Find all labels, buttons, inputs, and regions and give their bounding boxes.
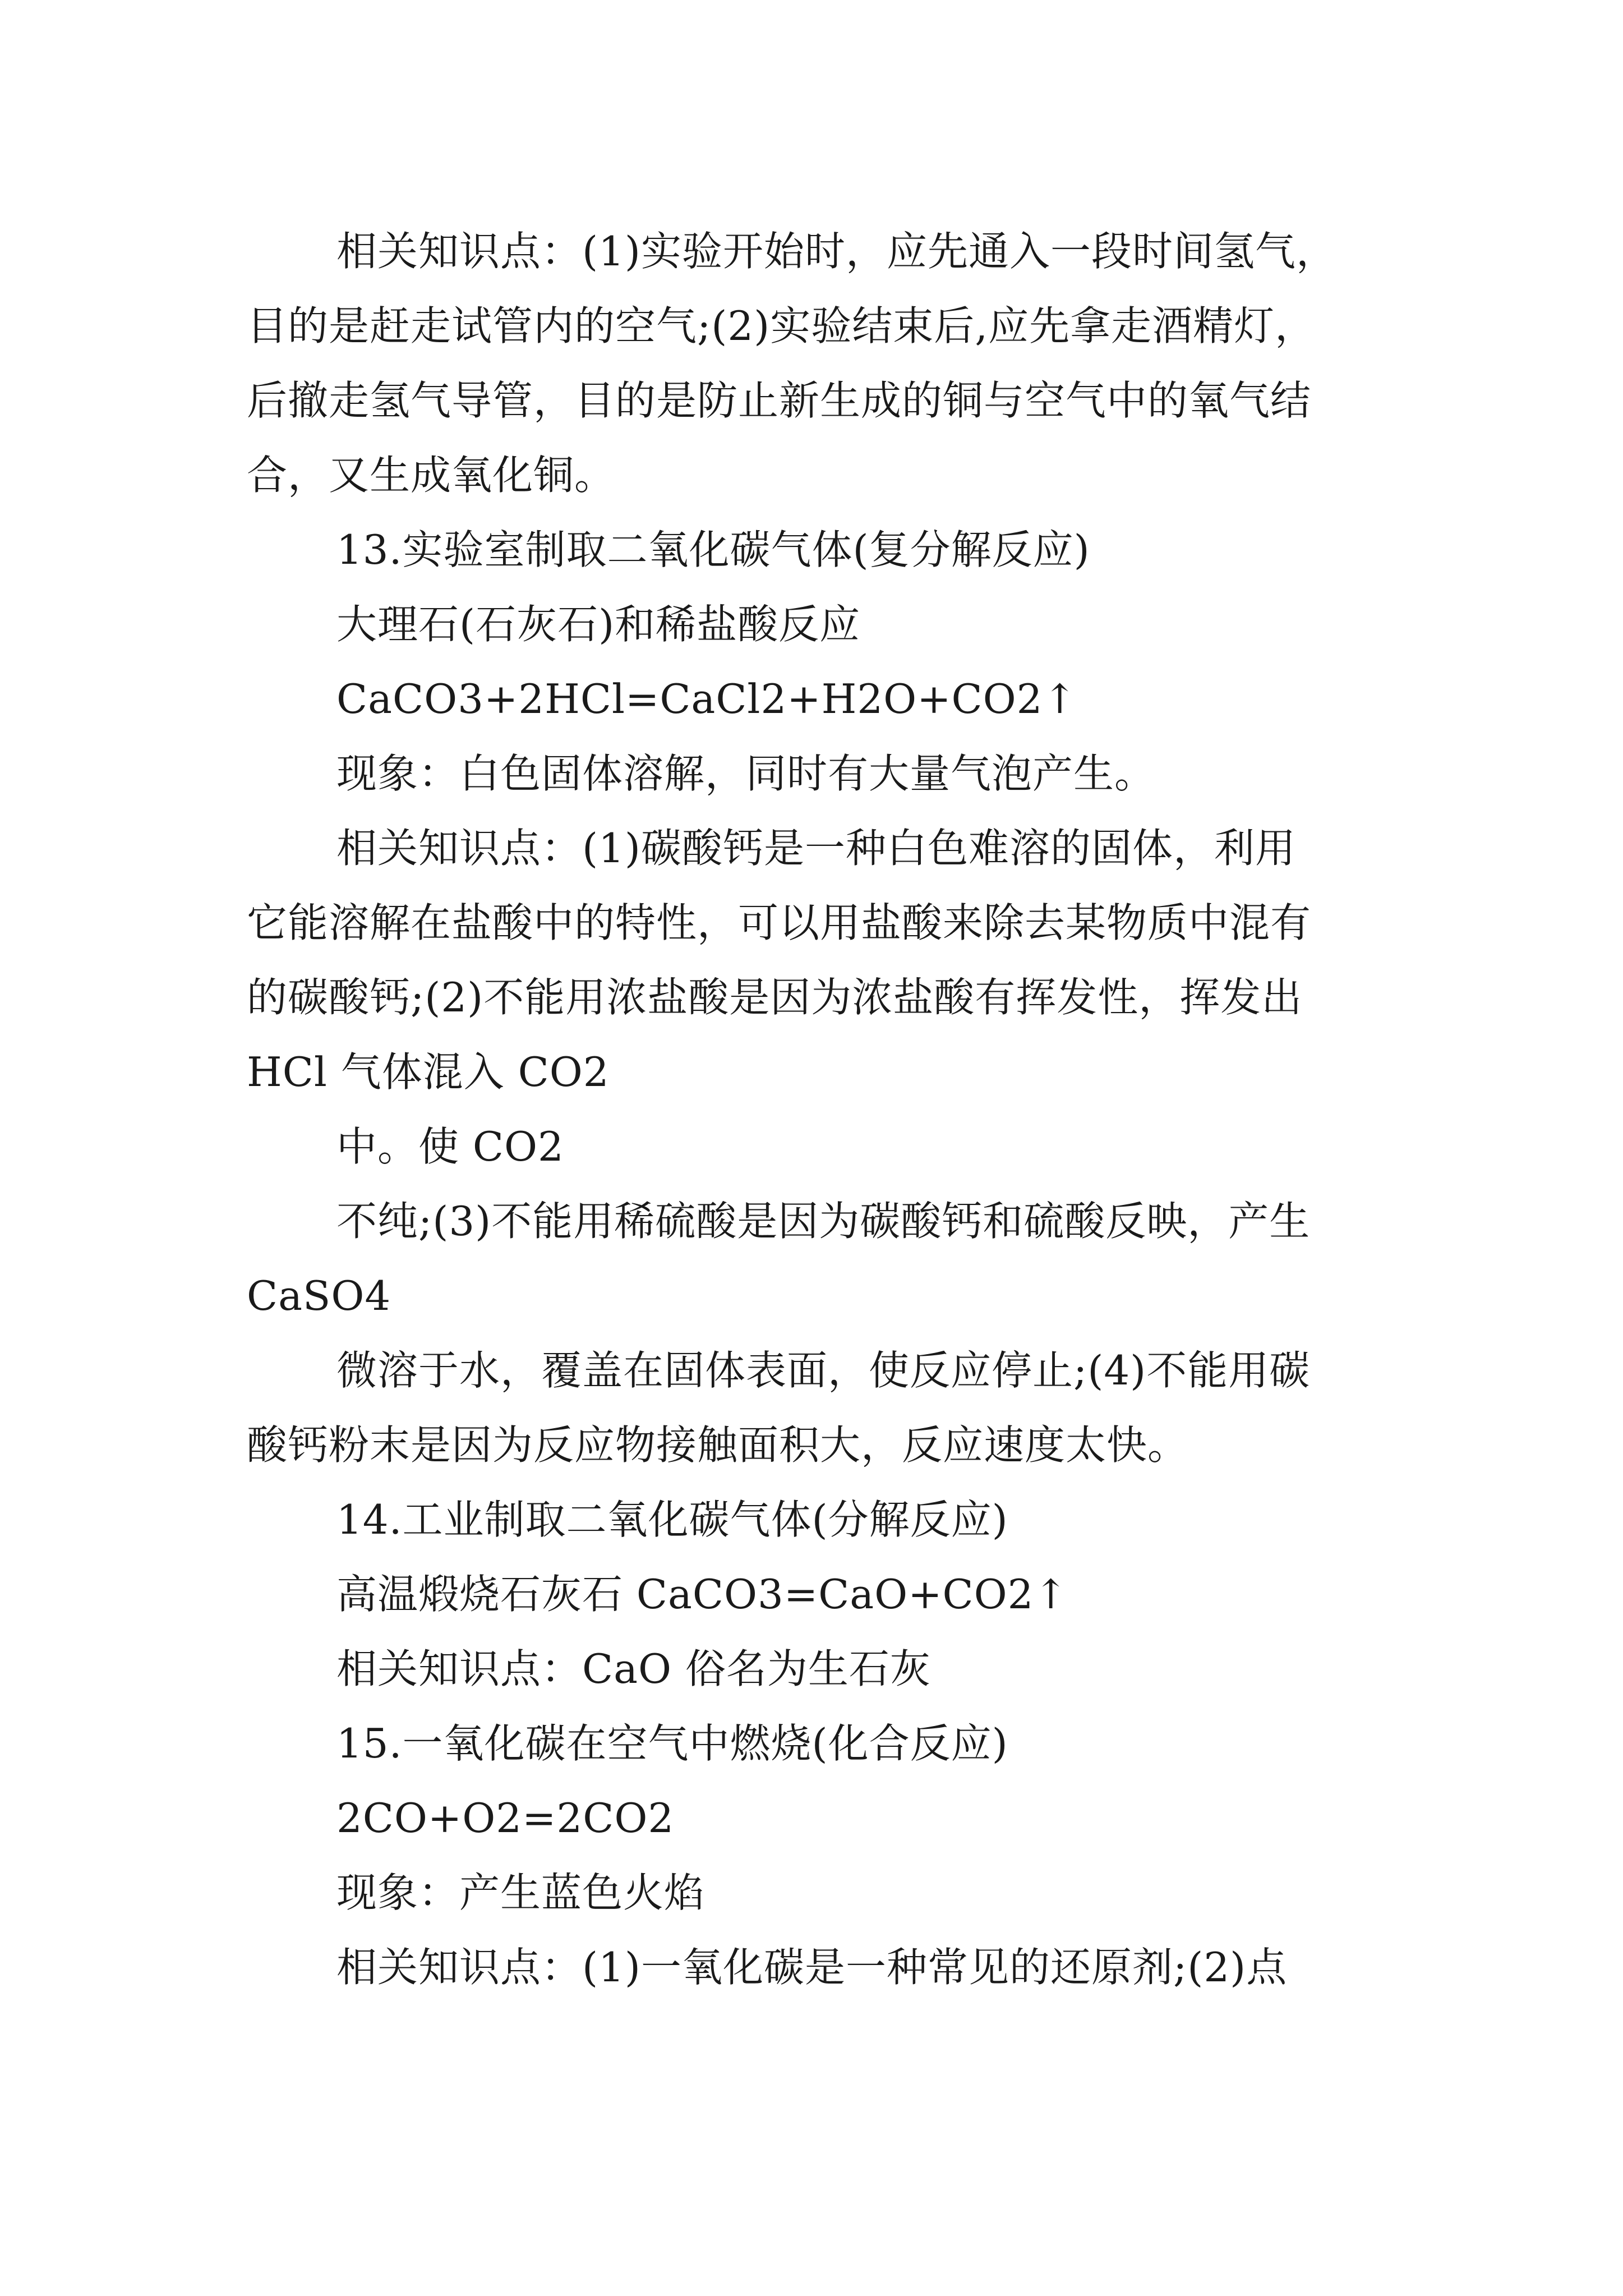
text-line: 目的是赶走试管内的空气;(2)实验结束后,应先拿走酒精灯， — [247, 302, 1316, 349]
section-heading-15: 15.一氧化碳在空气中燃烧(化合反应) — [336, 1720, 1008, 1767]
text-line: 相关知识点：(1)碳酸钙是一种白色难溶的固体，利用 — [336, 825, 1296, 872]
text-line: 现象：产生蓝色火焰 — [336, 1869, 706, 1916]
section-heading-13: 13.实验室制取二氧化碳气体(复分解反应) — [336, 526, 1090, 573]
text-line: CaSO4 — [247, 1272, 391, 1319]
chemical-equation: 高温煅烧石灰石 CaCO3=CaO+CO2↑ — [336, 1571, 1068, 1618]
text-line: 后撤走氢气导管，目的是防止新生成的铜与空气中的氧气结 — [247, 377, 1312, 424]
text-line: 相关知识点：CaO 俗名为生石灰 — [336, 1645, 931, 1692]
text-line: 大理石(石灰石)和稀盐酸反应 — [336, 601, 861, 648]
text-line: 相关知识点：(1)一氧化碳是一种常见的还原剂;(2)点 — [336, 1944, 1288, 1991]
text-line: 酸钙粉末是因为反应物接触面积大，反应速度太快。 — [247, 1421, 1189, 1469]
text-line: 中。使 CO2 — [336, 1123, 564, 1170]
text-line: 它能溶解在盐酸中的特性，可以用盐酸来除去某物质中混有 — [247, 899, 1312, 946]
text-line: 的碳酸钙;(2)不能用浓盐酸是因为浓盐酸有挥发性，挥发出 — [247, 974, 1303, 1021]
text-line: 微溶于水，覆盖在固体表面，使反应停止;(4)不能用碳 — [336, 1347, 1311, 1394]
section-heading-14: 14.工业制取二氧化碳气体(分解反应) — [336, 1496, 1008, 1543]
text-line: 不纯;(3)不能用稀硫酸是因为碳酸钙和硫酸反映，产生 — [336, 1198, 1311, 1245]
chemical-equation: 2CO+O2=2CO2 — [336, 1795, 675, 1842]
chemical-equation: CaCO3+2HCl=CaCl2+H2O+CO2↑ — [336, 675, 1077, 723]
text-line: 现象：白色固体溶解，同时有大量气泡产生。 — [336, 750, 1156, 797]
text-line: 相关知识点：(1)实验开始时，应先通入一段时间氢气， — [336, 228, 1337, 275]
document-body — [247, 214, 1391, 2005]
text-line: 合，又生成氧化铜。 — [247, 452, 616, 499]
text-line: HCl 气体混入 CO2 — [247, 1048, 610, 1096]
